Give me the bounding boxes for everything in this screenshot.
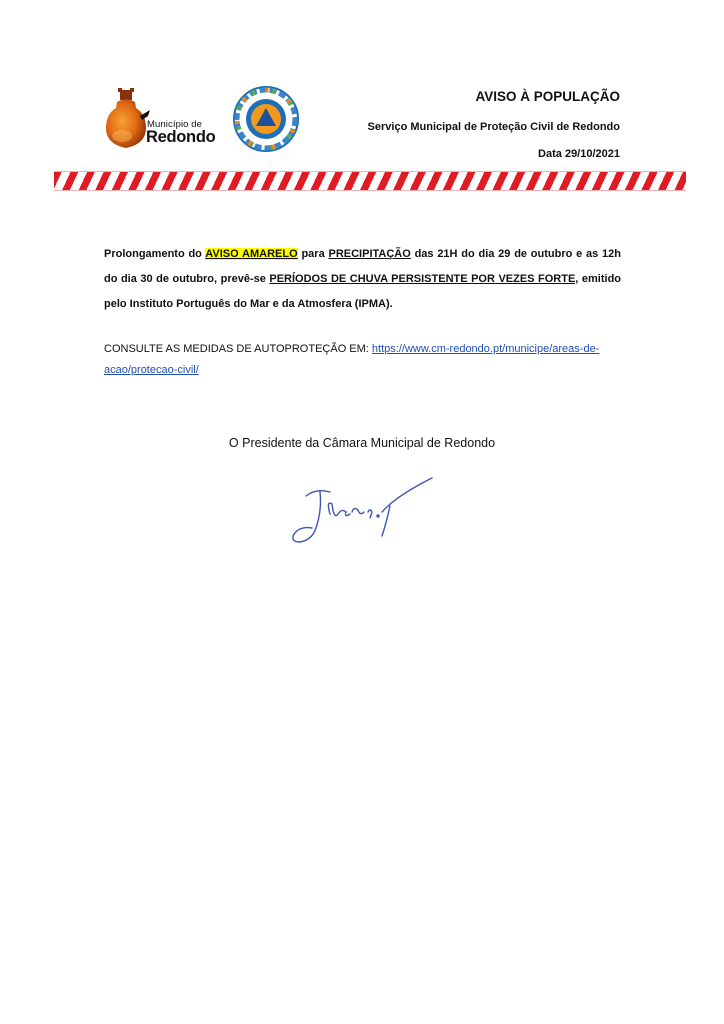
hazard-stripe-divider	[54, 171, 686, 191]
notice-text-para: para	[297, 248, 329, 260]
municipio-name: Redondo	[146, 128, 216, 146]
hazard-type: PRECIPITAÇÃO	[328, 248, 411, 260]
handwritten-signature	[286, 470, 436, 550]
protecao-civil-link[interactable]: https://www.cm-redondo.pt/municipe/areas-de-acao/protecao-civil/	[104, 343, 600, 376]
warning-level-highlight: AVISO AMARELO	[205, 248, 298, 260]
signatory-title: O Presidente da Câmara Municipal de Redondo	[228, 436, 496, 450]
consult-label: CONSULTE AS MEDIDAS DE AUTOPROTEÇÃO EM:	[104, 343, 372, 355]
clay-jug-icon	[100, 86, 152, 150]
forecast-summary: PERÍODOS DE CHUVA PERSISTENTE POR VEZES FORTE,	[269, 273, 579, 285]
notice-text-source: emitido pelo Instituto Português do Mar e da Atmosfera (IPMA).	[104, 273, 622, 310]
municipio-label: Município de	[147, 119, 203, 130]
municipio-redondo-logo	[100, 86, 230, 150]
consult-line	[104, 339, 624, 381]
notice-paragraph	[104, 242, 621, 317]
notice-title: AVISO À POPULAÇÃO	[475, 89, 620, 104]
notice-text-period: das 21H do dia 29 de outubro e as 12h do dia 30 de outubro, prevê-se	[104, 248, 622, 285]
notice-text-intro: Prolongamento do	[104, 248, 206, 260]
notice-date: Data 29/10/2021	[538, 148, 620, 160]
issuing-service: Serviço Municipal de Proteção Civil de Redondo	[367, 121, 620, 133]
civil-protection-logo	[232, 85, 300, 153]
